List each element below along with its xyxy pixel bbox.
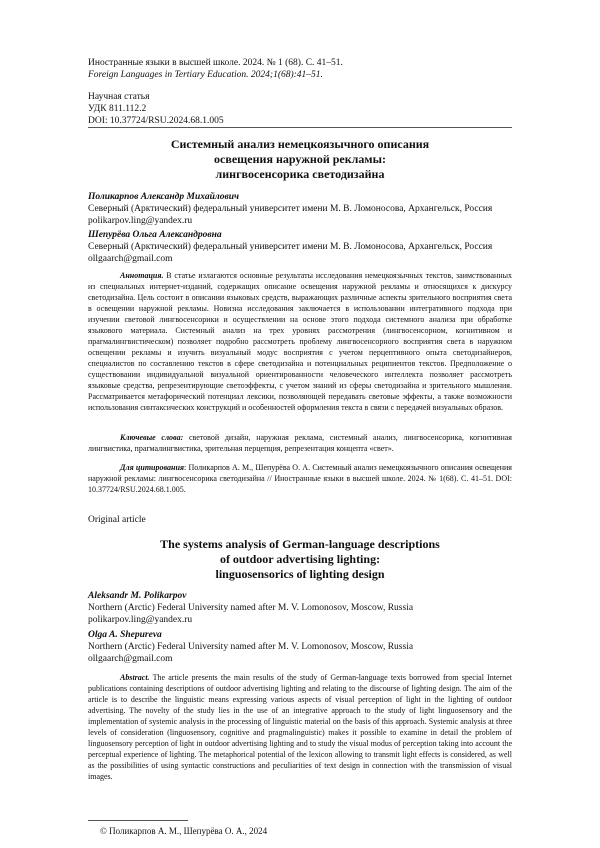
abstract-en-text: The article presents the main results of the study of German-language texts borrowed from special Internet publications containing descriptions of outdoor advertising lighting and relating to the discourse of lighting design. The aim of the article is to describe the linguistic means expressing various aspects of visual perception of light in the lighting of outdoor advertising. The novelty of the study lies in the use of an integrative approach to the study of light linguosensory and the implementation of systemic analysis in the processing of linguistic material on the basis of this approach. Systemic analysis at three levels of consideration (linguosensory, cognitive and pragmalinguistic) makes it possible to examine in detail the problem of linguosensory perception of light in outdoor advertising lighting and to study the visual modus of perception taking into account the perceptual experience of lighting. The metaphorical potential of the lexicon allowing to transmit light effects is considered, as well as the possibilities of using syntactic constructions and peculiarities of text design in connection with the transmission of visual images. [88,673,513,781]
article-type-ru: Научная статья [88,92,150,102]
title-en-line: The systems analysis of German-language descriptions [160,537,440,551]
author-ru-2 [88,229,492,265]
citation-ru [88,462,512,495]
keywords-ru-label: Ключевые слова: [120,433,184,442]
abstract-ru-label: Аннотация. [120,271,164,280]
abstract-en [88,672,512,782]
journal-header [88,57,343,81]
udk-code: УДК 811.112.2 [88,104,147,114]
journal-citation-en: Foreign Languages in Tertiary Education. 2024;1(68):41–51. [88,70,323,80]
author-name: Поликарпов Александр Михайлович [88,192,240,202]
title-en-line: of outdoor advertising lighting: [219,552,381,566]
author-name: Шепурёва Ольга Александровна [88,230,222,240]
keywords-ru-text: световой дизайн, наружная реклама, системный анализ, лингвосенсорика, когнитивная лингвистика, прагмалингвистика, зрительная перцепция, репрезентация концепта «свет». [88,433,512,453]
article-type-en: Original article [88,515,146,525]
keywords-ru [88,432,512,454]
citation-ru-label: Для цитирования [120,463,185,472]
author-name: Aleksandr M. Polikarpov [88,591,187,601]
author-email: polikarpov.ling@yandex.ru [88,615,193,625]
author-email: ollgaarch@gmail.com [88,654,173,664]
abstract-ru-text: В статье излагаются основные результаты исследования немецкоязычных текстов, заимствованных из специальных интернет-изданий, содержащих описание освещения наружной рекламы и относящихся к дискурсу светодизайна. Цель состоит в описании языковых средств, выражающих различные аспекты зрительного восприятия света в освещении наружной рекламы. Новизна исследования заключается в использовании интегративного подхода при изучении световой лингвосенсорики и осуществлении на основе этого подхода системного анализа при обработке языкового материала. Системный анализ на трех уровнях рассмотрения (лингвосенсорном, когнитивном и прагмалингвистическом) позволяет подробно рассмотреть проблему лингвосенсорного восприятия света в наружном освещении рекламы и изучить визуальный модус восприятия с учетом перцептивного опыта светодизайнеров, специалистов по составлению текстов в сфере светодизайна и потенциальных реципиентов текстов. Предположение о существовании индивидуальной визуальной ориентированности человеческого интеллекта позволяет рассмотреть языковые средства, репрезентирующие светоэффекты, с учетом знаний из сферы светодизайна и зрительного мышления. Рассматривается метафорический потенциал лексики, позволяющей передавать световые эффекты, а также возможности использования синтаксических конструкций и особенностей оформления текста в связи с передачей визуальных образов. [88,271,512,412]
citation-ru-text: : Поликарпов А. М., Шепурёва О. А. Системный анализ немецкоязычного описания освещения наружной рекламы: лингвосенсорика светодизайна // Иностранные языки в высшей школе. 2024. № 1(68). С. 41–51. DOI: 10.37724/RSU.2024.68.1.005. [88,463,512,494]
author-affiliation: Northern (Arctic) Federal University named after M. V. Lomonosov, Moscow, Russia [88,603,414,613]
footnote-divider [88,820,188,821]
divider [88,127,512,128]
author-name: Olga A. Shepureva [88,630,162,640]
author-en-2 [88,629,413,665]
title-en [88,537,512,582]
title-ru-line: Системный анализ немецкоязычного описания [170,137,430,151]
abstract-ru [88,270,512,413]
journal-citation-ru: Иностранные языки в высшей школе. 2024. № 1 (68). С. 41–51. [88,58,343,68]
author-affiliation: Северный (Арктический) федеральный университет имени М. В. Ломоносова, Архангельск, Россия [88,204,493,214]
doi: DOI: 10.37724/RSU.2024.68.1.005 [88,116,224,126]
title-ru-line: лингвосенсорика светодизайна [215,167,385,181]
title-en-line: linguosensorics of lighting design [215,567,385,581]
title-ru-line: освещения наружной рекламы: [214,152,386,166]
author-en-1 [88,590,413,626]
article-meta [88,91,224,127]
author-affiliation: Северный (Арктический) федеральный университет имени М. В. Ломоносова, Архангельск, Россия [88,242,493,252]
author-email: polikarpov.ling@yandex.ru [88,216,193,226]
author-email: ollgaarch@gmail.com [88,254,173,264]
copyright: © Поликарпов А. М., Шепурёва О. А., 2024 [100,826,268,836]
title-ru [88,137,512,182]
author-ru-1 [88,191,492,227]
abstract-en-label: Abstract. [120,673,150,682]
author-affiliation: Northern (Arctic) Federal University named after M. V. Lomonosov, Moscow, Russia [88,642,414,652]
